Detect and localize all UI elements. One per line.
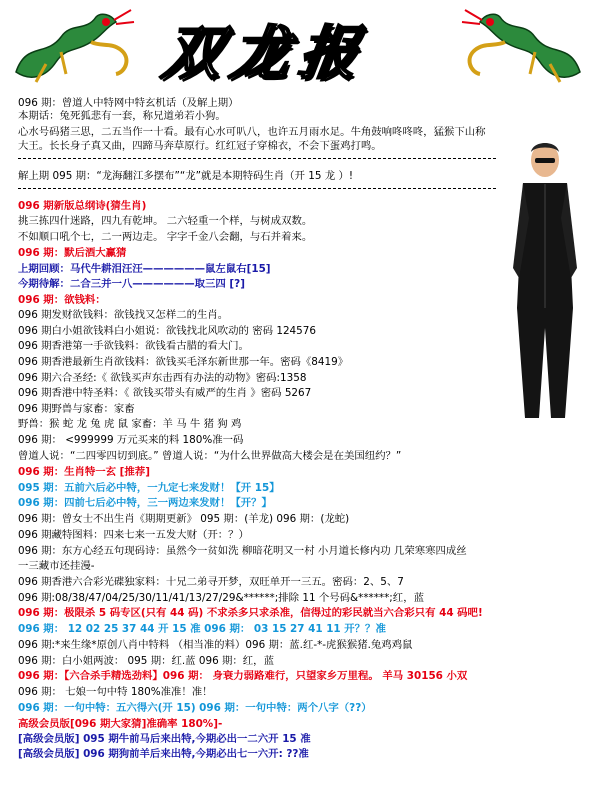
list-item: 096 期：东方心经五句现码诗：虽然今一贫如洗 柳暗花明又一村 小月道长修内功 几荣寒寒四成丝 [18,545,467,557]
section-heading: 高级会员版[096 期大家猜]准确率 180%]- [18,718,223,730]
list-item: 096 期发财欲钱料：欲钱找又怎样二的生肖。 [18,309,229,321]
list-item: 095 期：五前六后必中特，一九定七来发财！【开 15】 [18,482,280,494]
list-item: 096 期野兽与家畜：家畜 [18,403,135,415]
list-item: 一三藏市还挂漫- [18,560,95,572]
list-item: [高级会员版] 096 期狗前羊后来出特,今期必出七一六开: ??准 [18,748,309,760]
list-item: 096 期六合圣经:《 欲钱买声东击西有办法的动物》密码:1358 [18,372,307,384]
list-item: 上期回顾：马代牛耕泪汪汪——————鼠左鼠右[15] [18,263,271,275]
man-portrait [505,128,585,428]
list-item: 096 期：白小姐两波： 095 期：红.蓝 096 期：红，蓝 [18,655,274,667]
divider [18,158,496,159]
section-heading: 096 期新版总纲诗(猜生肖) [18,200,147,212]
list-item: 096 期:*来生缘*原创八肖中特料 （相当准的料）096 期：蓝.红-*-虎猴猴猪.兔鸡鸡鼠 [18,639,413,651]
list-item: 096 期： 七娘一句中特 180%准准！准！ [18,686,213,698]
list-item: 096 期：一句中特：五六得六(开 15) 096 期：一句中特：两个八字（??） [18,702,372,714]
section-heading: 096 期：【六合杀手精选劲料】096 期： 身衰力弱路难行，只望家乡万里程。 羊马 30156 小双 [18,670,468,682]
list-item: 096 期香港第一手欲钱料：欲钱看古腊的看大门。 [18,340,249,352]
list-item: 096 期： <999999 万元买来的料 180%准一码 [18,434,244,446]
list-item: 不如顺口吼个七，二一两边走。 字字千金八会翻，与石并着来。 [18,231,313,243]
list-item: 096 期：曾女士不出生肖《期期更新》 095 期：(羊龙) 096 期：(龙蛇) [18,513,350,525]
list-item: 096 期香港六合彩光碟独家料：十兄二弟寻开梦，双旺单开一三五。密码：2、5、7 [18,576,404,588]
list-item: 大王。长长身子真又曲，四蹄马奔草原行。红红冠子穿棉衣，不会下蛋鸡打鸣。 [18,140,382,152]
list-item: 今期待解：二合三并一八——————取三四 [?] [18,278,245,290]
list-item: 096 期白小姐欲钱料白小姐说：欲钱找北风吹动的 密码 124576 [18,325,316,337]
list-item: 心水号码猪三思，二五当作一十看。最有心水可叭八，也许五月雨水足。牛角鼓响咚咚咚，猛猴下山称 [18,126,486,138]
list-item: 096 期:08/38/47/04/25/30/11/41/13/27/29&******;排除 11 个号码&******;红，蓝 [18,592,424,604]
section-heading: 096 期：欲钱料： [18,294,106,306]
section-heading: 096 期：极限杀 5 码专区(只有 44 码) 不求杀多只求杀准，信得过的彩民就当六合彩只有 44 码吧! [18,607,483,619]
list-item: 曾道人说：“二四零四切到底。” 曾道人说：“为什么世界做高大楼会是在美国纽约？” [18,450,402,462]
list-item: [高级会员版] 095 期牛前马后来出特,今期必出一二六开 15 准 [18,733,311,745]
divider [18,188,496,189]
list-item: 096 期： 12 02 25 37 44 开 15 准 096 期： 03 15 27 41 11 开？？准 [18,623,386,635]
list-item: 096 期香港中特圣料：《 欲钱买带头有威严的生肖 》密码 5267 [18,387,312,399]
list-item: 096 期：曾道人中特网中特玄机话（及解上期） [18,97,239,109]
list-item: 野兽：猴 蛇 龙 兔 虎 鼠 家畜：羊 马 牛 猪 狗 鸡 [18,418,242,430]
dragon-right-icon [440,2,590,92]
dragon-left-icon [6,2,156,92]
section-heading: 096 期：生肖特一玄 [推荐] [18,466,150,478]
list-item: 096 期：四前七后必中特，三一两边来发财！【开？】 [18,497,272,509]
section-heading: 096 期：默后酒大赢猜 [18,247,127,259]
list-item: 096 期香港最新生肖欲钱料：欲钱买毛泽东新世那一年。密码《8419》 [18,356,349,368]
list-item: 挑三拣四什迷路，四九有乾坤。 二六轻重一个样，与树成双数。 [18,215,313,227]
list-item: 本期话：兔死狐悲有一套，称兄道弟若小狗。 [18,110,226,122]
list-item: 096 期藏特图料：四来七来一五发大财（开：？） [18,529,249,541]
page-title: 双龙报 [158,19,373,87]
list-item: 解上期 095 期：“龙海翻江多摆布”“龙”就是本期特码生肖（开 15 龙 ）! [18,170,354,182]
